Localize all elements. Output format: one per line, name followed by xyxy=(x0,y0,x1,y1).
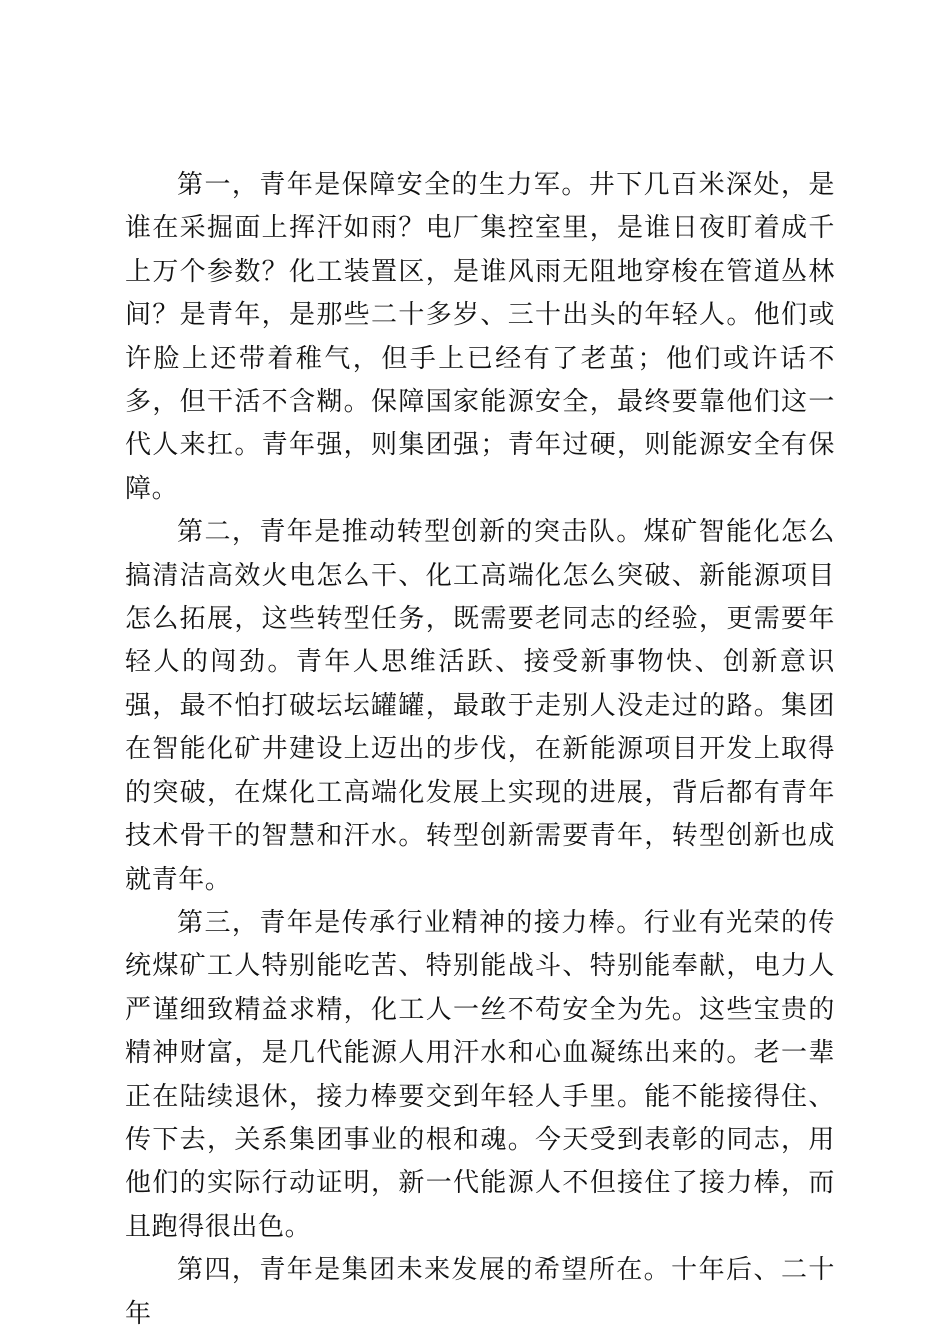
paragraph-1: 第一，青年是保障安全的生力军。井下几百米深处，是谁在采掘面上挥汗如雨？电厂集控室里，是谁日夜盯着成千上万个参数？化工装置区，是谁风雨无阻地穿梭在管道丛林间？是青年，是那些二十多岁、三十出头的年轻人。他们或许脸上还带着稚气，但手上已经有了老茧；他们或许话不多，但干活不含糊。保障国家能源安全，最终要靠他们这一代人来扛。青年强，则集团强；青年过硬，则能源安全有保障。 xyxy=(125,170,835,504)
paragraph-4: 第四，青年是集团未来发展的希望所在。十年后、二十年 xyxy=(125,1255,835,1329)
paragraph-2: 第二，青年是推动转型创新的突击队。煤矿智能化怎么搞清洁高效火电怎么干、化工高端化怎么突破、新能源项目怎么拓展，这些转型任务，既需要老同志的经验，更需要年轻人的闯劲。青年人思维活跃、接受新事物快、创新意识强，最不怕打破坛坛罐罐，最敢于走别人没走过的路。集团在智能化矿井建设上迈出的步伐，在新能源项目开发上取得的突破，在煤化工高端化发展上实现的进展，背后都有青年技术骨干的智慧和汗水。转型创新需要青年，转型创新也成就青年。 xyxy=(125,517,835,895)
paragraph-3: 第三，青年是传承行业精神的接力棒。行业有光荣的传统煤矿工人特别能吃苦、特别能战斗、特别能奉献，电力人严谨细致精益求精，化工人一丝不苟安全为先。这些宝贵的精神财富，是几代能源人用汗水和心血凝练出来的。老一辈正在陆续退休，接力棒要交到年轻人手里。能不能接得住、传下去，关系集团事业的根和魂。今天受到表彰的同志，用他们的实际行动证明，新一代能源人不但接住了接力棒，而且跑得很出色。 xyxy=(125,907,835,1242)
document-body xyxy=(125,164,835,1336)
